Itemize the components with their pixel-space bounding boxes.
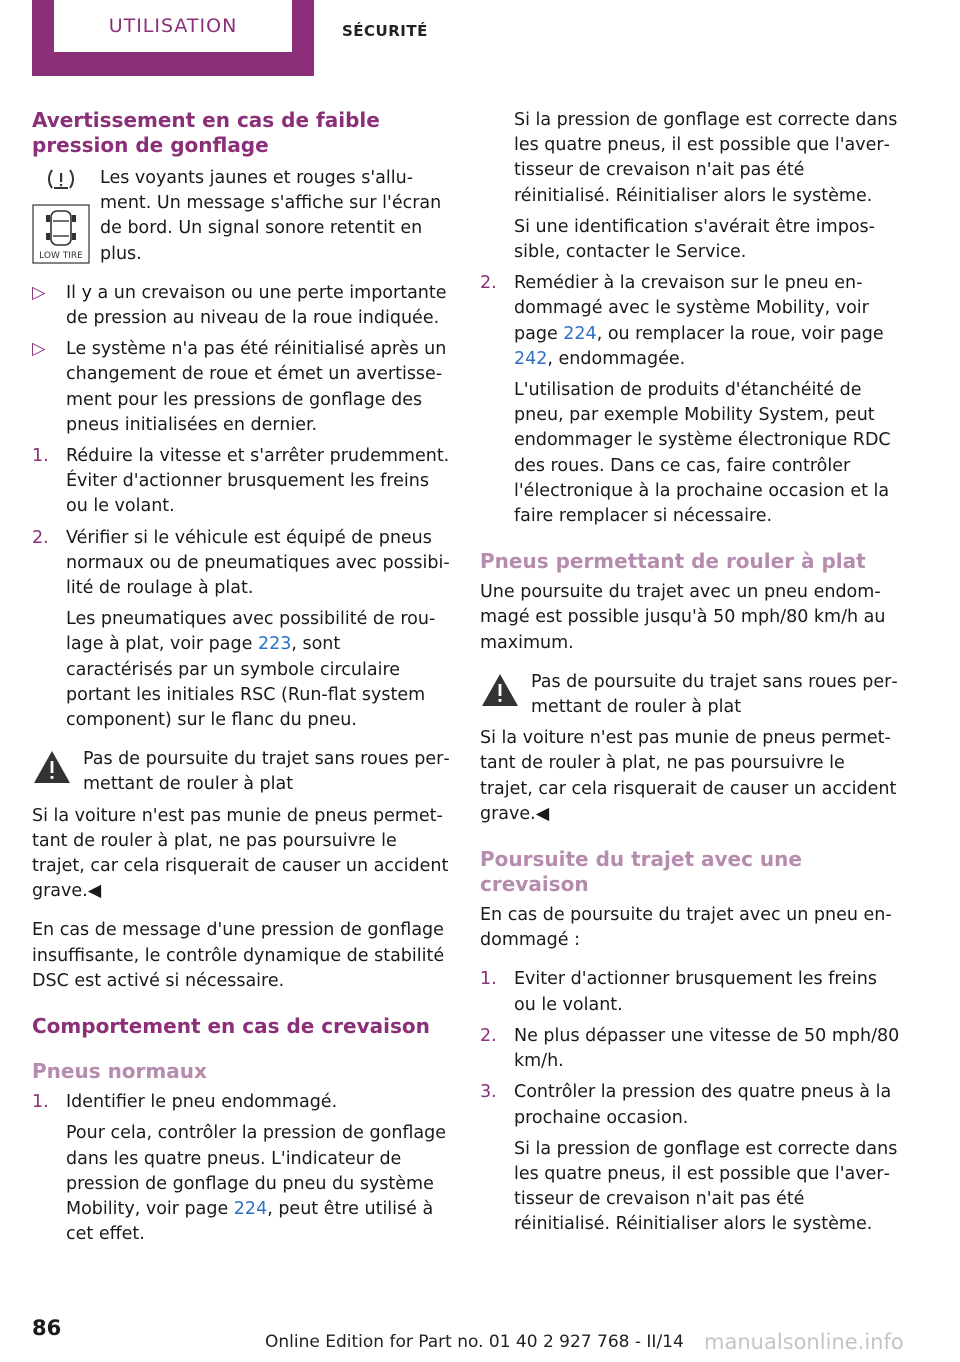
runflat-note: Les pneumatiques avec possibilité de roulage à plat, voir page 223, sont caractérisés par un symbole circulaire portant les initiales RSC (Run-flat system component) sur le flanc du pneu. xyxy=(66,609,436,731)
sealant-note: L'utilisation de produits d'étanchéité de pneu, par exemple Mobility System, peut endommager le système électronique RDC des roues. Dans ce cas, faire contrôler l'électronique à la prochaine occasion et la faire remplacer si nécessaire. xyxy=(514,380,891,527)
page-link-224[interactable]: 224 xyxy=(233,1198,268,1219)
step-item: 2. Remédier à la crevaison sur le pneu endommagé avec le système Mobility, voir page 224, ou remplacer la roue, voir page 242, endommagée. xyxy=(480,273,884,369)
edition-line: Online Edition for Part no. 01 40 2 927 768 - II/14 xyxy=(265,1332,684,1352)
low-tire-block xyxy=(32,166,450,267)
page-link-224[interactable]: 224 xyxy=(563,323,597,344)
step-number: 2. xyxy=(480,1025,497,1046)
step-number: 1. xyxy=(32,446,49,467)
continuation-paragraph: Si la pression de gonflage est correcte dans les quatre pneus, il est possible que l'avertisseur de crevaison n'ait pas été réinitialisé. Réinitialiser alors le système. xyxy=(514,110,898,206)
low-tire-icon-text: LOW TIRE xyxy=(39,251,83,262)
page-number: 86 xyxy=(32,1316,62,1340)
page-link-223[interactable]: 223 xyxy=(257,634,292,655)
step-text: Réduire la vitesse et s'arrêter prudemment. Éviter d'actionner brusquement les freins ou le volant. xyxy=(66,446,450,517)
step-item xyxy=(32,526,450,602)
low-tire-text: Les voyants jaunes et rouges s'allument. Un message s'affiche sur l'écran de bord. Un signal sonore retentit en plus. xyxy=(100,168,442,264)
step3-note: Si la pression de gonflage est correcte dans les quatre pneus, il est possible que l'avertisseur de crevaison n'ait pas été réinitialisé. Réinitialiser alors le système. xyxy=(514,1138,898,1235)
step-item xyxy=(480,1080,900,1130)
step-item xyxy=(480,1024,900,1074)
step-item xyxy=(480,967,900,1017)
bullet-marker-icon: ▷ xyxy=(32,282,46,303)
continuation-paragraph: Si une identification s'avérait être impossible, contacter le Service. xyxy=(514,216,875,263)
step-number: 3. xyxy=(480,1082,497,1103)
step-text: Vérifier si le véhicule est équipé de pneus normaux ou de pneumatiques avec possibilité de roulage à plat. xyxy=(66,527,450,599)
section-tab-active xyxy=(32,0,314,76)
heading-low-pressure: Avertissement en cas de faible pression de gonflage xyxy=(32,108,380,157)
section-tab-securite: SÉCURITÉ xyxy=(342,22,428,40)
low-tire-icons xyxy=(32,166,90,272)
warning-title: Pas de poursuite du trajet sans roues permettant de rouler à plat xyxy=(83,749,450,795)
warning-box xyxy=(32,747,450,797)
warning-body: Si la voiture n'est pas munie de pneus permettant de rouler à plat, ne pas poursuivre le trajet, car cela risquerait de causer un accident grave.◀ xyxy=(32,805,449,902)
poursuite-paragraph: En cas de poursuite du trajet avec un pneu endommagé : xyxy=(480,905,892,951)
heading-poursuite: Poursuite du trajet avec une crevaison xyxy=(480,847,802,897)
bullet-text: Le système n'a pas été réinitialisé après un changement de roue et émet un avertissement pour les pressions de gonflage des pneus initialisées en dernier. xyxy=(66,339,447,435)
step-item xyxy=(32,444,450,520)
step-text: Eviter d'actionner brusquement les freins ou le volant. xyxy=(514,969,877,1015)
step-text: Ne plus dépasser une vitesse de 50 mph/80 km/h. xyxy=(514,1025,900,1072)
warning-title: Pas de poursuite du trajet sans roues permettant de rouler à plat xyxy=(531,671,898,718)
step-text: Contrôler la pression des quatre pneus à la prochaine occasion. xyxy=(514,1082,892,1128)
low-tire-car-icon xyxy=(32,204,90,264)
tab-utilisation-label: UTILISATION xyxy=(108,15,238,37)
bullet-text: Il y a un crevaison ou une perte importante de pression au niveau de la roue indiquée. xyxy=(66,282,447,329)
warning-box xyxy=(480,670,900,720)
bullet-marker-icon: ▷ xyxy=(32,339,46,360)
bullet-item xyxy=(32,337,450,438)
step-number: 1. xyxy=(480,969,497,990)
dsc-paragraph: En cas de message d'une pression de gonflage insuffisante, le contrôle dynamique de stabilité DSC est activé si nécessaire. xyxy=(32,920,445,991)
bullet-item xyxy=(32,281,450,331)
step-number: 2. xyxy=(32,527,49,548)
heading-crevaison: Comportement en cas de crevaison xyxy=(32,1014,430,1039)
warning-body: Si la voiture n'est pas munie de pneus permettant de rouler à plat, ne pas poursuivre le trajet, car cela risquerait de causer un accident grave.◀ xyxy=(480,728,897,824)
step-number: 1. xyxy=(32,1092,49,1113)
warning-triangle-icon xyxy=(480,672,520,708)
page-link-242[interactable]: 242 xyxy=(514,348,548,369)
tire-warning-icon xyxy=(32,166,90,192)
right-column xyxy=(480,108,900,1238)
heading-pneus-normaux: Pneus normaux xyxy=(32,1059,207,1084)
runflat-paragraph: Une poursuite du trajet avec un pneu endommagé est possible jusqu'à 50 mph/80 km/h au maximum. xyxy=(480,582,886,653)
watermark: manualsonline.info xyxy=(704,1330,904,1354)
left-column xyxy=(32,108,450,1247)
pressure-check-note: Pour cela, contrôler la pression de gonflage dans les quatre pneus. L'indicateur de pression de gonflage du pneu du système Mobility, voir page 224, peut être utilisé à cet effet. xyxy=(66,1123,447,1245)
warning-triangle-icon xyxy=(32,749,72,785)
heading-runflat: Pneus permettant de rouler à plat xyxy=(480,549,866,574)
step-number: 2. xyxy=(480,273,497,294)
step-item xyxy=(32,1090,450,1115)
step-text: Identifier le pneu endommagé. xyxy=(66,1092,338,1113)
page-header xyxy=(0,0,960,80)
